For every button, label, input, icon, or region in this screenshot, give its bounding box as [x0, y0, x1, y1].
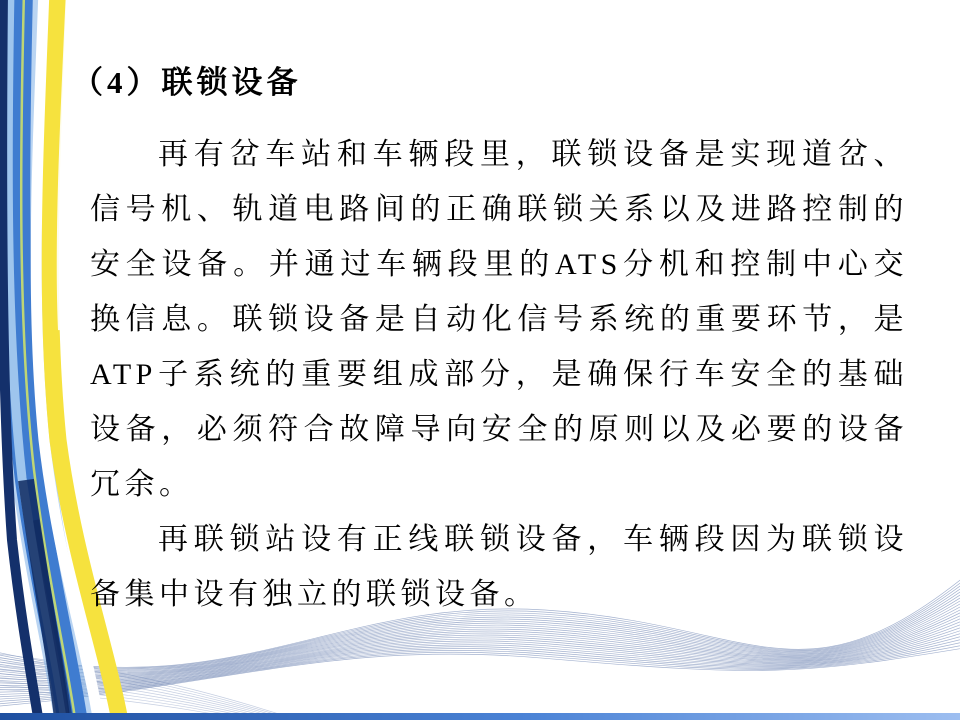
paragraph-1: 再有岔车站和车辆段里，联锁设备是实现道岔、信号机、轨道电路间的正确联锁关系以及进路控制的安全设备。并通过车辆段里的ATS分机和控制中心交换信息。联锁设备是自动化信号系统的重要环节，是ATP子系统的重要组成部分，是确保行车安全的基础设备，必须符合故障导向安全的原则以及必要的设备冗余。 [90, 137, 908, 501]
bottom-bar-decoration [0, 713, 960, 720]
slide-title: （4）联锁设备 [72, 65, 302, 100]
paragraph-2: 再联锁站设有正线联锁设备，车辆段因为联锁设备集中设有独立的联锁设备。 [90, 522, 908, 611]
slide-content [72, 0, 908, 622]
